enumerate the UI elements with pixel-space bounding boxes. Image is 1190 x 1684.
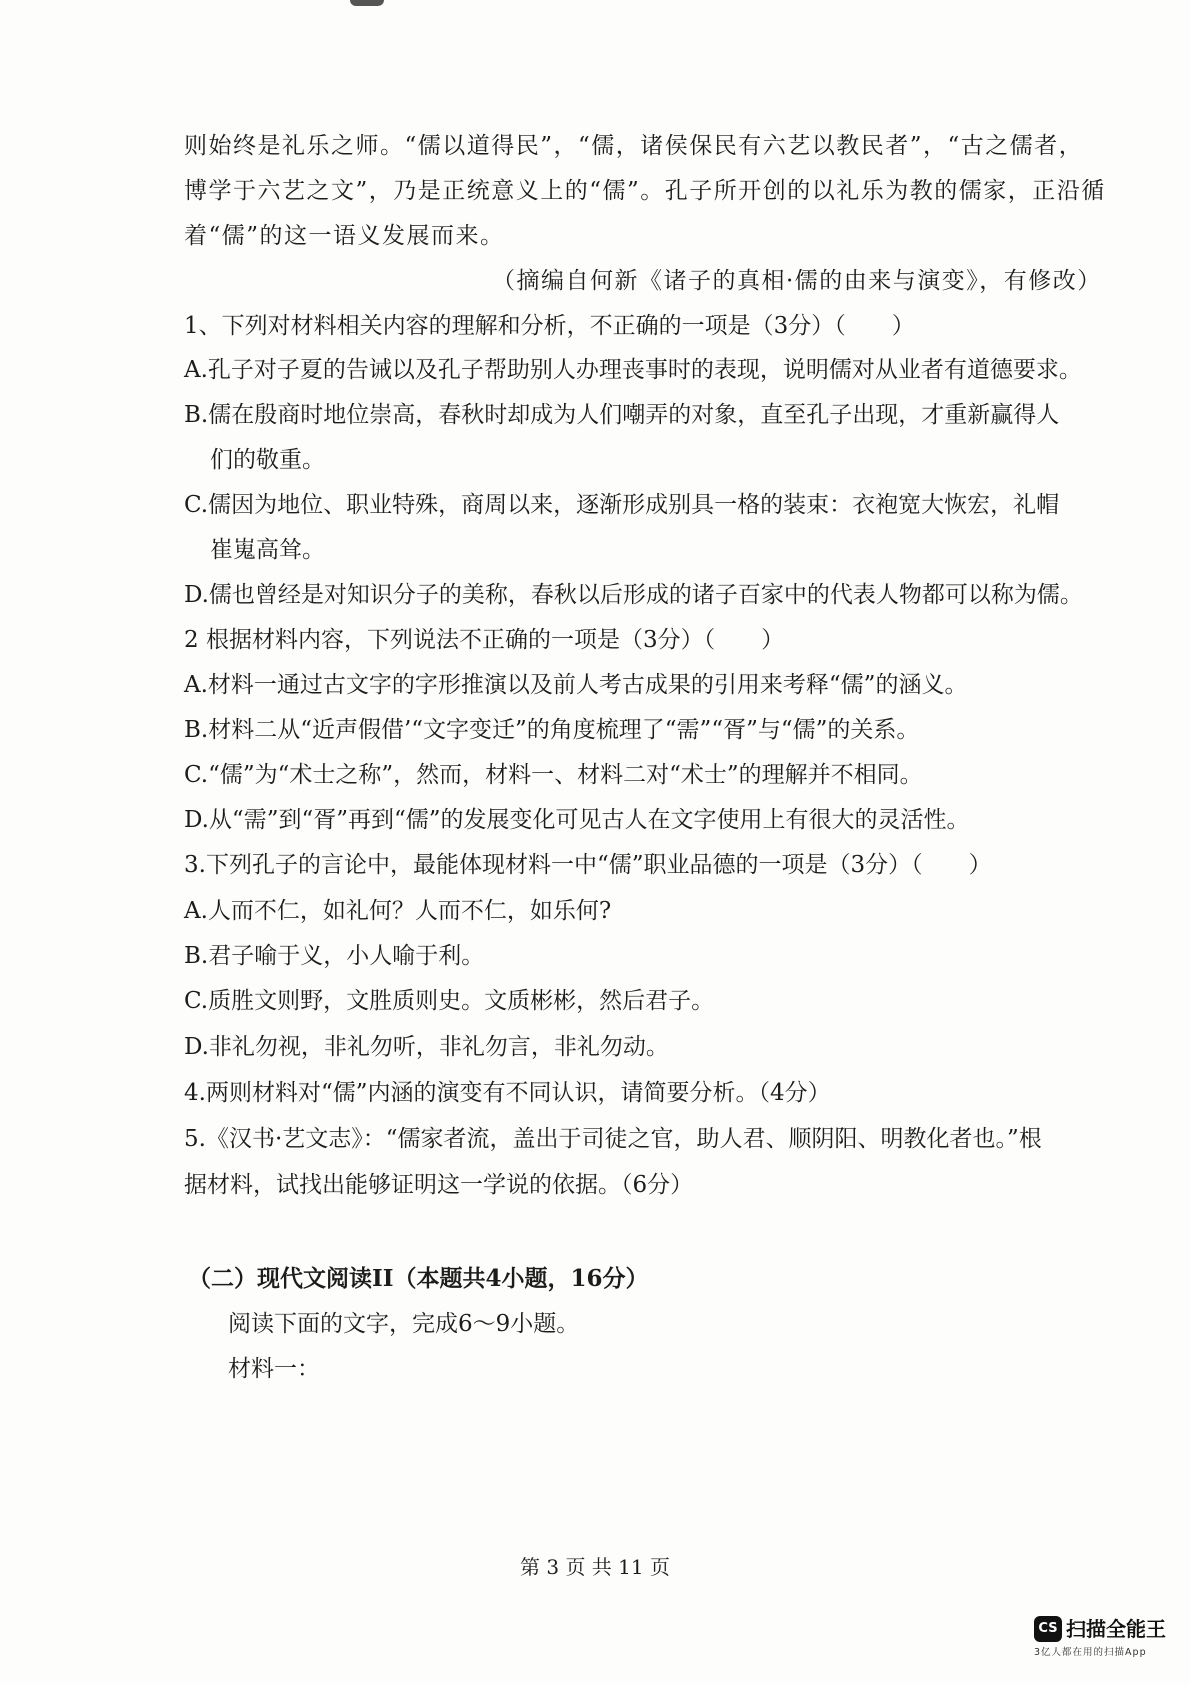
question-stem: 5.《汉书·艺文志》：“儒家者流，盖出于司徒之官，助人君、顺阴阳、明教化者也。”根	[184, 1126, 1042, 1152]
watermark-tagline: 3亿人都在用的扫描App	[1034, 1647, 1147, 1658]
option-line: B.儒在殷商时地位崇高，春秋时却成为人们嘲弄的对象，直至孔子出现，才重新赢得人	[184, 402, 1060, 428]
option-line: C.“儒”为“术士之称”，然而，材料一、材料二对“术士”的理解并不相同。	[184, 762, 923, 788]
option-line: C.质胜文则野，文胜质则史。文质彬彬，然后君子。	[184, 988, 715, 1014]
passage-line: 博学于六艺之文”，乃是正统意义上的“儒”。孔子所开创的以礼乐为教的儒家，正沿循	[184, 178, 1106, 204]
material-label: 材料一：	[228, 1356, 320, 1382]
section-instruction: 阅读下面的文字，完成6～9小题。	[228, 1311, 580, 1337]
option-line: B.材料二从“近声假借’“文字变迁”的角度梳理了“需”“胥”与“儒”的关系。	[184, 717, 920, 743]
passage-line: 则始终是礼乐之师。“儒以道得民”，“儒，诸侯保民有六艺以教民者”，“古之儒者，	[184, 133, 1084, 159]
option-line: D.从“需”到“胥”再到“儒”的发展变化可见古人在文字使用上有很大的灵活性。	[184, 807, 970, 833]
question-stem: 2 根据材料内容，下列说法不正确的一项是（3分）（ ）	[184, 627, 785, 653]
option-line: 崔嵬高耸。	[210, 537, 325, 563]
question-stem: 4.两则材料对“儒”内涵的演变有不同认识，请简要分析。（4分）	[184, 1080, 831, 1106]
camscanner-logo-icon: CS	[1034, 1616, 1062, 1642]
question-stem: 3.下列孔子的言论中，最能体现材料一中“儒”职业品德的一项是（3分）（ ）	[184, 852, 992, 878]
page-number: 第 3 页 共 11 页	[520, 1555, 670, 1579]
option-line: D.儒也曾经是对知识分子的美称，春秋以后形成的诸子百家中的代表人物都可以称为儒。	[184, 582, 1083, 608]
option-line: D.非礼勿视，非礼勿听，非礼勿言，非礼勿动。	[184, 1034, 669, 1060]
option-line: C.儒因为地位、职业特殊，商周以来，逐渐形成别具一格的装束：衣袍宽大恢宏，礼帽	[184, 492, 1060, 518]
question-stem: 1、下列对材料相关内容的理解和分析，不正确的一项是（3分）（ ）	[184, 313, 915, 339]
option-line: A.人而不仁，如礼何？人而不仁，如乐何?	[184, 898, 612, 924]
option-line: A.材料一通过古文字的字形推演以及前人考古成果的引用来考释“儒”的涵义。	[184, 672, 968, 698]
option-line: B.君子喻于义，小人喻于利。	[184, 943, 485, 969]
passage-line: 着“儒”的这一语义发展而来。	[184, 223, 505, 249]
section-title: （二）现代文阅读II（本题共4小题，16分）	[188, 1265, 649, 1292]
question-stem-continued: 据材料，试找出能够证明这一学说的依据。（6分）	[184, 1172, 694, 1198]
option-line: 们的敬重。	[210, 447, 325, 473]
option-line: A.孔子对子夏的告诫以及孔子帮助别人办理丧事时的表现，说明儒对从业者有道德要求。	[184, 357, 1082, 383]
passage-source: （摘编自何新《诸子的真相·儒的由来与演变》，有修改）	[492, 268, 1102, 294]
scan-edge-mark	[350, 0, 384, 6]
watermark-name: 扫描全能王	[1066, 1617, 1166, 1641]
scanner-watermark	[1034, 1616, 1184, 1676]
